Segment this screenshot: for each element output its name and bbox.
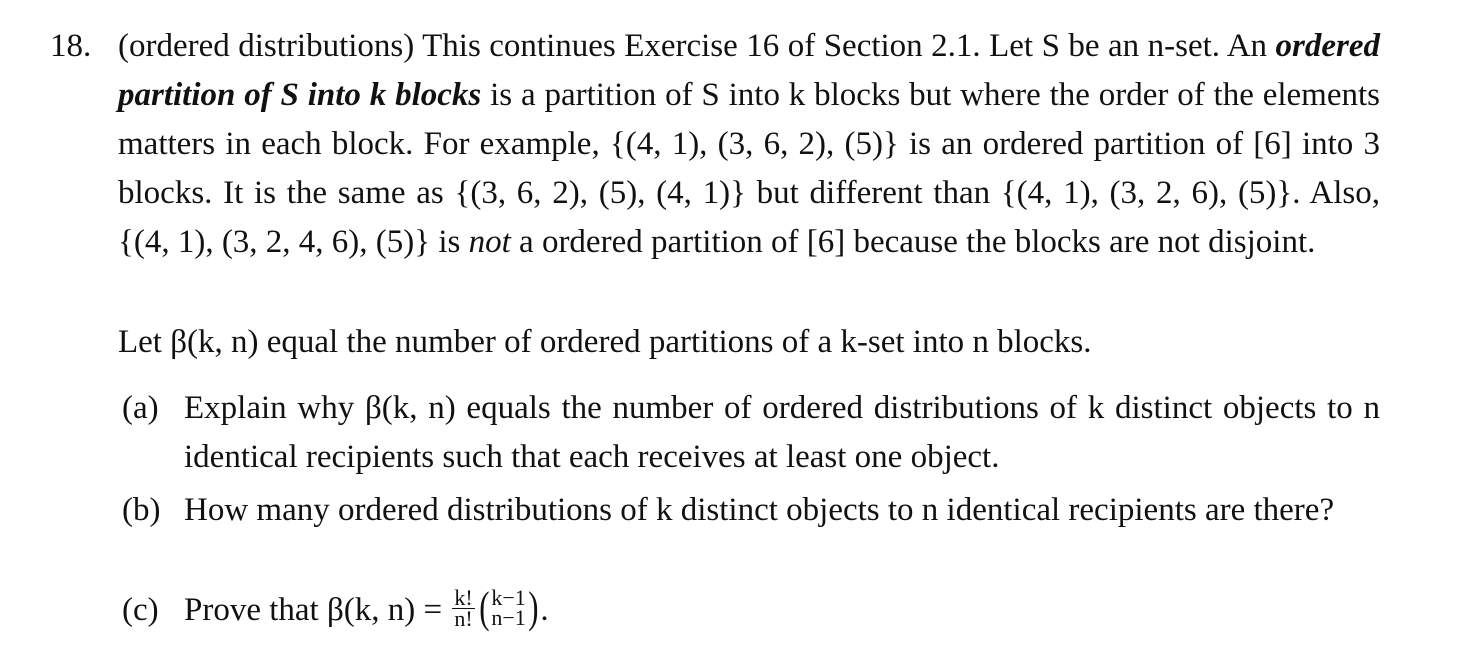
binomial-stack xyxy=(491,585,526,631)
beta-definition: Let β(k, n) equal the number of ordered partitions of a k-set into n blocks. xyxy=(118,324,1092,360)
binomial-bottom: n−1 xyxy=(491,605,526,631)
part-b-text: How many ordered distributions of k distinct objects to n identical recipients are there? xyxy=(184,492,1335,528)
binomial-top: k−1 xyxy=(491,585,526,611)
part-c-end: . xyxy=(540,592,549,628)
definition-body: is a partition of S into k blocks but where the order of the elements matters in each block. For example, {(4, 1), (3, 6, 2), (5)} is an ordered partition of [6] into 3 blocks. It is the same as {(3, 6, 2), (5), (4, 1)} but different than {(4, 1), (3, 2, 6), (5)}. Also, {(4, 1), (3, 2, 4, 6), (5)} is xyxy=(118,77,1380,260)
factorial-fraction xyxy=(452,584,474,631)
binomial-right-paren: ) xyxy=(527,583,539,633)
binomial-left-paren: ( xyxy=(478,583,490,633)
exercise-number: 18. xyxy=(50,28,92,64)
part-a-text: Explain why β(k, n) equals the number of ordered distributions of k distinct objects to n identical recipients such that each receives at least one object. xyxy=(184,390,1380,475)
part-c-lead: Prove that β(k, n) = xyxy=(184,592,451,628)
fraction-denominator: n! xyxy=(454,605,473,631)
part-c-label: (c) xyxy=(122,592,159,628)
part-b-label: (b) xyxy=(122,492,161,528)
definition-paragraph xyxy=(118,22,1380,267)
part-c-text xyxy=(184,583,1380,635)
definition-end: a ordered partition of [6] because the blocks are not disjoint. xyxy=(510,224,1316,260)
binomial-coefficient xyxy=(477,583,541,633)
defined-term: ordered partition of S into k blocks xyxy=(118,28,1380,113)
emphasis-not: not xyxy=(468,224,511,260)
part-a-label: (a) xyxy=(122,390,159,426)
intro-text: (ordered distributions) This continues Exercise 16 of Section 2.1. Let S be an n-set. xyxy=(118,28,1221,64)
definition-lead: An xyxy=(1226,28,1276,64)
fraction-numerator: k! xyxy=(454,584,473,610)
